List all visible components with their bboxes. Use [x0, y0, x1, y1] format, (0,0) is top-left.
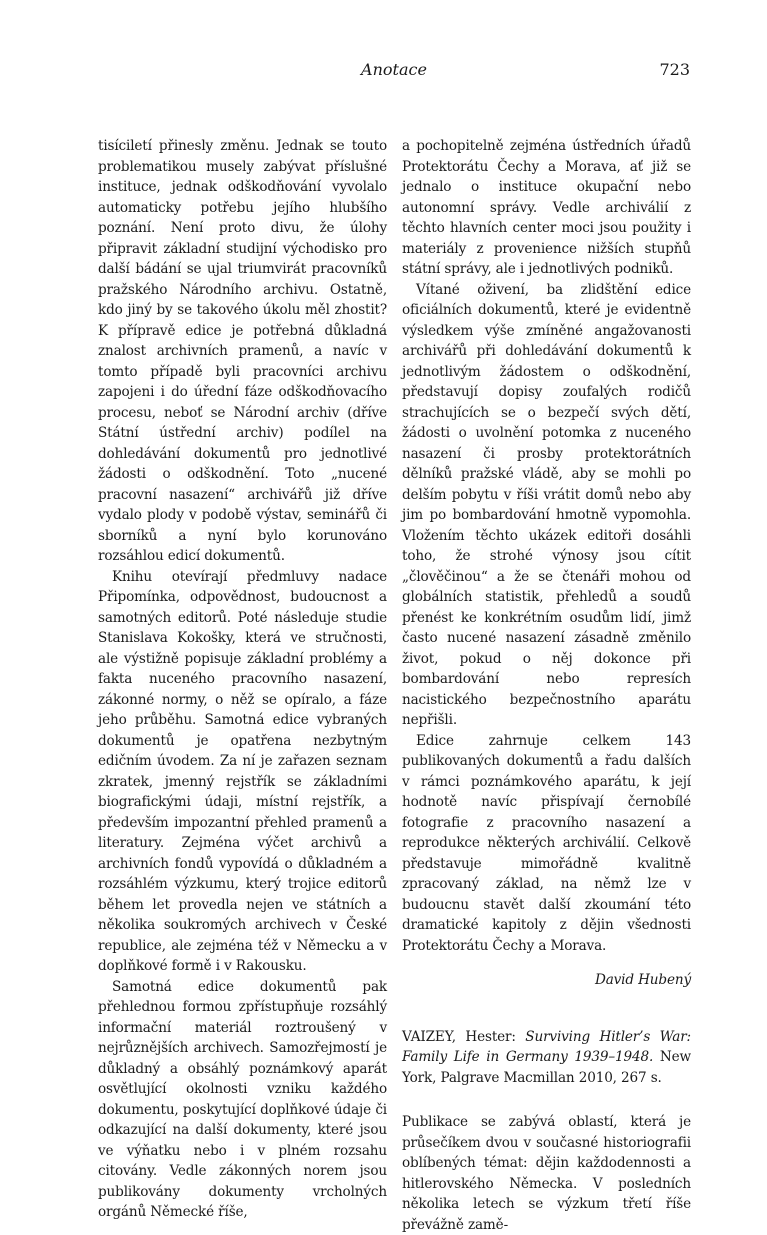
reviewer-signature: David Hubený: [594, 972, 691, 988]
section-title: Anotace: [361, 60, 427, 79]
paragraph: a pochopitelně zejména ústředních úřadů Protektorátu Čechy a Morava, ať již se jednalo o instituce okupační nebo autonomní správy. Vedle archiválií z těchto hlavních center moci jsou použity i materiály z provenience nižších stupňů státní správy, ale i jednotlivých podniků.: [402, 138, 691, 277]
paragraph: tisíciletí přinesly změnu. Jednak se touto problematikou musely zabývat příslušné instituce, jednak odškodňování vyvolalo automaticky potřebu jejího hlubšího poznání. Není proto divu, že úlohy připravit základní studijní východisko pro další bádání se ujal triumvirát pracovníků pražského Národního archivu. Ostatně, kdo jiný by se takového úkolu měl zhostit? K přípravě edice je potřebná důkladná znalost archivních pramenů, a navíc v tomto případě byli pracovníci archivu zapojeni i do úřední fáze odškodňovacího procesu, neboť se Národní archiv (dříve Státní ústřední archiv) podílel na dohledávání dokumentů pro jednotlivé žádosti o odškodnění. Toto „nucené pracovní nasazení“ archivářů již dříve vydalo plody v podobě výstav, seminářů či sborníků a nyní bylo korunováno rozsáhlou edicí dokumentů.: [98, 138, 387, 564]
paragraph: Samotná edice dokumentů pak přehlednou formou zpřístupňuje rozsáhlý informační materiál roztroušený v nejrůznějších archivech. Samozřejmostí je důkladný a obsáhlý poznámkový aparát osvětlující okolnosti vzniku každého dokumentu, poskytující doplňkové údaje či odkazující na další dokumenty, které jsou ve výňatku nebo i v plném rozsahu citovány. Vedle zákonných norem jsou publikovány dokumenty vrcholných orgánů Německé říše,: [98, 978, 387, 1220]
book-title: Surviving Hitler’s War: Family Life in Germany 1939–1948.: [402, 1028, 691, 1065]
page-number: 723: [659, 60, 690, 79]
running-head: [98, 60, 690, 84]
paragraph: Edice zahrnuje celkem 143 publikovaných dokumentů a řadu dalších v rámci poznámkového aparátu, k její hodnotě navíc přispívají černobílé fotografie z pracovního nasazení a reprodukce některých archiválií. Celkově představuje mimořádně kvalitně zpracovaný základ, na němž lze v budoucnu stavět další zkoumání této dramatické kapitoly z dějin všednosti Protektorátu Čechy a Morava.: [402, 732, 691, 954]
paragraph: Knihu otevírají předmluvy nadace Připomínka, odpovědnost, budoucnost a samotných editorů. Poté následuje studie Stanislava Kokošky, která ve stručnosti, ale výstižně popisuje základní problémy a fakta nuceného pracovního nasazení, zákonné normy, o něž se opíralo, a fáze jeho průběhu. Samotná edice vybraných dokumentů je opatřena nezbytným edičním úvodem. Za ní je zařazen seznam zkratek, jmenný rejstřík se základními biografickými údaji, místní rejstřík, a především impozantní přehled pramenů a literatury. Zejména výčet archivů a archivních fondů vypovídá o důkladném a rozsáhlém výzkumu, který trojice editorů během let provedla nejen ve státních a několika soukromých archivech v České republice, ale zejména též v Německu a v doplňkové formě i v Rakousku.: [98, 568, 387, 974]
book-author: VAIZEY, Hester:: [402, 1028, 516, 1045]
right-column: [402, 136, 691, 1235]
left-column: [98, 136, 387, 1223]
review-opening-paragraph: Publikace se zabývá oblastí, která je průsečíkem dvou v současné historiografii oblíbených témat: dějin každodennosti a hitlerovského Německa. V posledních několika letech se výzkum třetí říše převážně zamě-: [402, 1114, 691, 1233]
bibliographic-entry: [402, 1027, 691, 1089]
book-publication: New York, Palgrave Macmillan 2010, 267 s.: [402, 1049, 692, 1086]
paragraph: Vítané oživení, ba zlidštění edice oficiálních dokumentů, které je evidentně výsledkem výše zmíněné angažovanosti archivářů při dohledávání dokumentů k jednotlivým žádostem o odškodnění, představují dopisy zoufalých rodičů strachujících se o bezpečí svých dětí, žádosti o uvolnění potomka z nuceného nasazení či prosby protektorátních dělníků pražské vládě, aby se mohli po delším pobytu v říši vrátit domů nebo aby jim po bombardování hmotně vypomohla. Vložením těchto ukázek editoři dosáhli toho, že strohé výnosy jsou cítit „člověčinou“ a že se čtenáři mohou od globálních statistik, přehledů a soudů přenést ke konkrétním osudům lidí, jimž často nucené nasazení zásadně změnilo život, pokud o něj dokonce při bombardování nebo represích nacistického bezpečnostního aparátu nepřišli.: [402, 281, 691, 728]
